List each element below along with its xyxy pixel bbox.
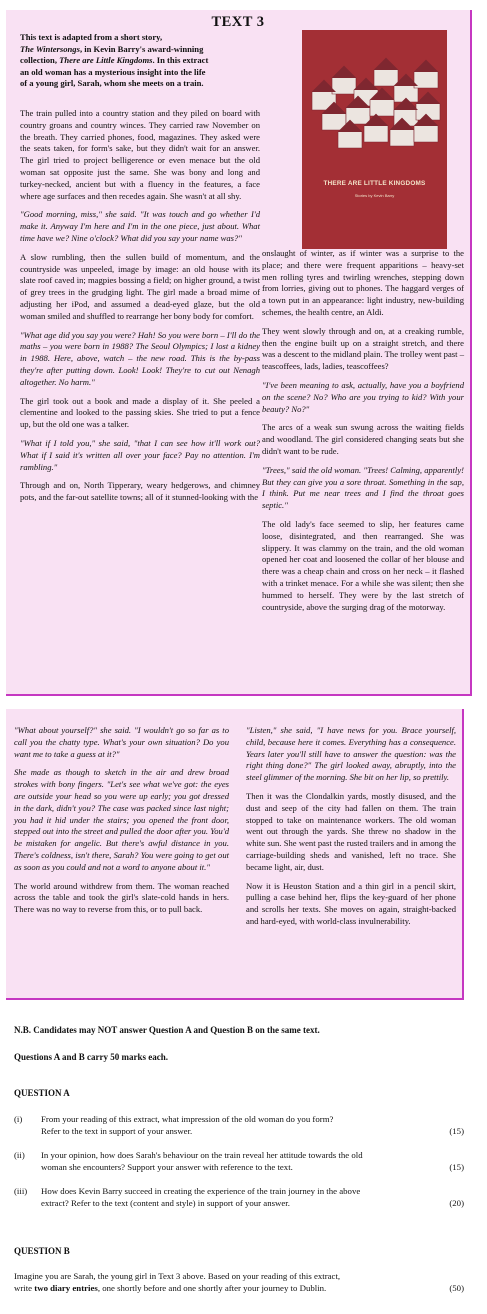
- intro-line: [20, 55, 274, 67]
- cover-subtitle: Stories by Kevin Barry: [354, 193, 395, 198]
- story-paragraph: The world around withdrew from them. The woman reached across the table and took the girl's slate-cold hands in hers. There was no way to reverse from this, or to pull back.: [14, 880, 229, 915]
- question-text: [41, 1150, 426, 1173]
- question-b-heading: QUESTION B: [14, 1246, 70, 1256]
- story-paragraph: Then it was the Clondalkin yards, mostly disused, and the dust and seep of the city had fallen on them. The train stopped to take on maintenance workers. The old woman went out through the yards. She threw no shadow in the white sun. She went past the rusted trailers and in among the carriage-building sheds and vanished, left no trace. She became light, air, dust.: [246, 790, 456, 872]
- question-marks: (15): [449, 1126, 464, 1136]
- story-paragraph: The arcs of a weak sun swung across the waiting fields and woodland. The girl considered changing seats but she didn't want to be rude.: [262, 422, 464, 456]
- story-paragraph: "What if I told you," she said, "that I can see how it'll work out? What if I said it's written all over your face? Pay no attention. I'm rambling.": [20, 437, 260, 472]
- question-marks: (50): [449, 1283, 464, 1293]
- question-line: From your reading of this extract, what impression of the old woman do you form?: [41, 1114, 334, 1124]
- story-paragraph: Now it is Heuston Station and a thin girl in a pencil skirt, pulling a case behind her, flips the key-guard of her phone and scrolls her texts. She moves on again, straight-backed and hard-eyed, with world-class invulnerability.: [246, 880, 456, 926]
- story-title: The Wintersongs: [20, 43, 80, 54]
- book-cover-image: [302, 30, 447, 249]
- question-text: [41, 1186, 426, 1209]
- story-paragraph: Through and on, North Tipperary, weary hedgerows, and chimney pots, and the far-out satellite towns; all of it stunned-looking with the: [20, 480, 260, 503]
- story-column-4: [246, 725, 456, 935]
- question-line: Imagine you are Sarah, the young girl in Text 3 above. Based on your reading of this extract,: [14, 1271, 341, 1281]
- question-text: [41, 1114, 426, 1137]
- question-text: [14, 1271, 434, 1294]
- question-line: extract? Refer to the text (content and style) in support of your answer.: [41, 1197, 290, 1208]
- marks-note: Questions A and B carry 50 marks each.: [14, 1052, 169, 1062]
- story-paragraph: "Trees," said the old woman. "Trees! Calming, apparently! But they can give you a sore throat. Something in the sap, I think. Put me near trees and I find the throat goes septic.": [262, 464, 464, 511]
- story-column-3: [14, 725, 229, 923]
- collection-title: There are Little Kingdoms: [59, 55, 153, 65]
- story-paragraph: The train pulled into a country station and they piled on board with country groans and country winces. They carried raw November on the breath. They carried phones, food, magazines. They asked were the seats taken, for form's sake, but they didn't wait for an answer. The girl tried to project belligerence or even menace but the old woman sat opposite just the same. She was bony and long and turkey-necked, ancient but with a fluency in the features, a face where age surfaces and then recedes again. She wasn't at all shy.: [20, 108, 260, 201]
- question-number: (ii): [14, 1150, 25, 1160]
- question-a-item: [14, 1114, 464, 1140]
- question-line: woman she encounters? Support your answer with reference to the text.: [41, 1161, 293, 1172]
- text3-panel: [6, 10, 472, 696]
- intro-fragment: collection,: [20, 55, 60, 65]
- question-fragment: , one shortly before and one shortly after your journey to Dublin.: [97, 1282, 327, 1293]
- story-paragraph: "What age did you say you were? Hah! So you were born – I'll do the maths – you were born in 1988? The Seoul Olympics; I lost a kidney in 1988. Here, above, watch – the new road. This is the by-pass they're after putting down. Look! Look! They're to cut out Nenagh altogether. No harm.": [20, 329, 260, 387]
- question-number: (i): [14, 1114, 23, 1124]
- question-b-item: [14, 1271, 464, 1297]
- intro-line: an old woman has a mysterious insight into the life: [20, 66, 206, 77]
- story-paragraph: They went slowly through and on, at a creaking rumble, then the engine built up on a straight stretch, and there was a descent to the midland plain. The trolley went past – teascoffees, lads, ladies, teascoffees?: [262, 325, 464, 372]
- intro-line: of a young girl, Sarah, whom she meets on a train.: [20, 78, 204, 88]
- story-paragraph: onslaught of winter, as if winter was a surprise to the place; and there were frequent apparitions – heavy-set men rolling tyres and twirling wrenches, stepping down from lorries, giving out to phones. The haggard verges of a town put in an appearance: light industry, new-building schemes, the health centre, an Aldi.: [262, 248, 464, 317]
- text3-continuation-panel: [6, 709, 464, 1000]
- question-a-item: [14, 1186, 464, 1212]
- intro-line: This text is adapted from a short story,: [20, 32, 163, 42]
- question-fragment: write: [14, 1282, 35, 1293]
- story-paragraph: The girl took out a book and made a display of it. She peeled a clementine and looked to the passing skies. She tried to put a fence up, but the old one was a talker.: [20, 395, 260, 430]
- text-title: TEXT 3: [211, 14, 265, 30]
- question-line: Refer to the text in support of your answer.: [41, 1125, 193, 1136]
- intro-line: [20, 44, 274, 56]
- story-paragraph: "I've been meaning to ask, actually, have you a boyfriend on the scene? No? Who are you trying to kid? With your beauty? No?": [262, 379, 464, 414]
- nb-note: N.B. Candidates may NOT answer Question A and Question B on the same text.: [14, 1025, 320, 1035]
- question-marks: (15): [449, 1162, 464, 1172]
- intro-blurb: [20, 32, 274, 90]
- question-number: (iii): [14, 1186, 28, 1196]
- story-paragraph: The old lady's face seemed to slip, her features came loose, disintegrated, and then rearranged. She was slippery. It was clammy on the train, and the old woman opened her coat and loosened the collar of her blouse and there was a cheap chain and cross on her neck – it flashed with a trinket menace. For a while she was silent; then she hummed to herself. They were by the last stretch of countryside, above the surging drag of the motorway.: [262, 518, 464, 612]
- story-column-2: [262, 248, 464, 620]
- cover-title: THERE ARE LITTLE KINGDOMS: [323, 180, 426, 187]
- question-line: [14, 1283, 434, 1295]
- question-line: How does Kevin Barry succeed in creating the experience of the train journey in the above: [41, 1186, 361, 1196]
- question-a-item: [14, 1150, 464, 1176]
- story-paragraph: A slow rumbling, then the sullen build of momentum, and the countryside was unpeeled, image by image: an old house with its slate roof caved in; magpies bossing a field; on higher ground, a twist of grey trees in the grudging light. The girl made a broad mime of adjusting her iPod, and assumed a dead-eyed glaze, but the old woman smiled and shuffled to rearrange her bony body for comfort.: [20, 251, 260, 321]
- story-column-1: [20, 108, 260, 511]
- question-emphasis: two diary entries: [34, 1282, 98, 1293]
- story-paragraph: "Good morning, miss," she said. "It was touch and go whether I'd make it. Anyway I'm here and I'm in the one piece, just about. What time have we? Nine o'clock? What did you say your name was?": [20, 209, 260, 243]
- question-a-heading: QUESTION A: [14, 1088, 70, 1098]
- question-marks: (20): [449, 1198, 464, 1208]
- story-paragraph: "What about yourself?" she said. "I wouldn't go so far as to call you the chatty type. What's your own situation? Do you want me to take a guess at it?": [14, 725, 229, 759]
- question-line: In your opinion, how does Sarah's behaviour on the train reveal her attitude towards the old: [41, 1150, 363, 1160]
- cover-houses-illustration: [302, 30, 447, 249]
- story-paragraph: She made as though to sketch in the air and drew broad strokes with bony fingers. "Let's see what we've got: the eyes are outside your head so you were up early; you got dressed in the dark, didn't you? The case was packed since last night; you had it hid under the stairs; you opened the front door, stepped out into the street and pulled the door after you. You'd be mistaken for angelic. But there's awful distance in you. There's coldness, isn't there, Sarah? You were going to get out as soon as you could and not a word to anyone about it.": [14, 767, 229, 872]
- intro-fragment: , in Kevin Barry's award-winning: [79, 43, 204, 54]
- story-paragraph: "Listen," she said, "I have news for you. Brace yourself, child, because here it comes. Everything has a consequence. Years later you'll still have to answer the question: was the right thing done?" The girl looked away, abruptly, into the steel glimmer of the morning. She bit on her lip, so prettily.: [246, 725, 456, 783]
- intro-fragment: . In this extract: [152, 55, 209, 65]
